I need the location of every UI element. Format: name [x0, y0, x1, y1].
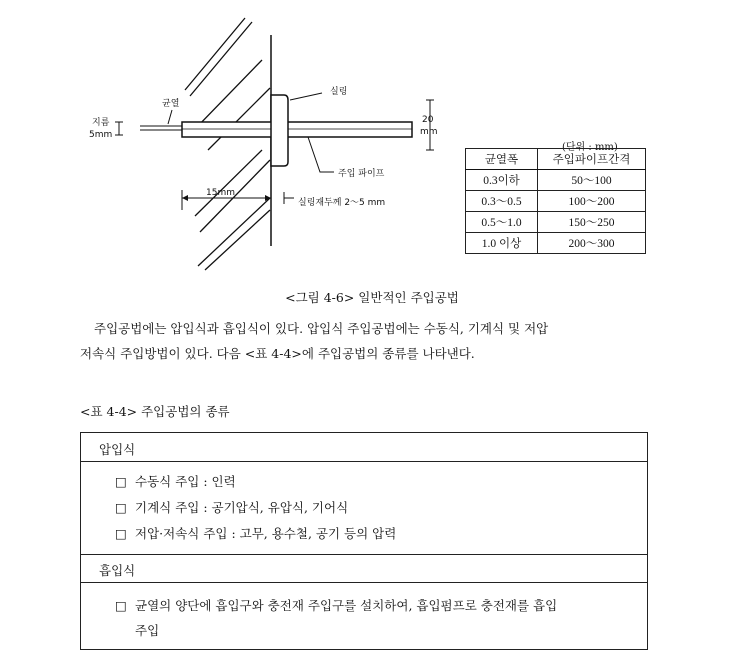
section-header-pressure: 압입식 — [99, 442, 136, 457]
checkbox-square-icon: □ — [115, 526, 127, 541]
section-header-suction: 흡입식 — [99, 563, 136, 578]
spec-table-unit: (단위 : mm) — [562, 142, 618, 153]
sealing-shape — [271, 95, 288, 166]
label-width: 지름 — [92, 118, 110, 128]
table-row — [466, 233, 646, 254]
cell-pipe-interval: 100～200 — [538, 191, 646, 212]
list-item-continuation: 주입 — [135, 623, 160, 638]
label-length: 15mm — [206, 188, 235, 198]
figure-caption: <그림 4-6> 일반적인 주입공법 — [285, 290, 459, 305]
list-item: □ 수동식 주입 : 인력 — [115, 469, 635, 494]
cell-pipe-interval: 200～300 — [538, 233, 646, 254]
divider — [81, 461, 647, 462]
body-paragraph — [80, 316, 660, 366]
label-height-unit: mm — [420, 127, 438, 137]
cell-crack-width: 0.3이하 — [466, 170, 538, 191]
divider — [81, 582, 647, 583]
list-item: □ 균열의 양단에 흡입구와 충전재 주입구를 설치하여, 흡입펌프로 충전재를 흡입 주입 — [115, 593, 635, 643]
cell-pipe-interval: 50～100 — [538, 170, 646, 191]
spec-table — [465, 148, 646, 254]
cell-crack-width: 1.0 이상 — [466, 233, 538, 254]
label-width-value: 5mm — [89, 130, 113, 140]
list-item: □ 기계식 주입 : 공기압식, 유압식, 기어식 — [115, 495, 635, 520]
label-crack: 균열 — [162, 99, 180, 109]
cell-pipe-interval: 150～250 — [538, 212, 646, 233]
checkbox-square-icon: □ — [115, 500, 127, 515]
wall-hatching — [185, 18, 270, 270]
table-row — [466, 212, 646, 233]
header-crack-width: 균열폭 — [466, 149, 538, 170]
method-table — [80, 432, 648, 650]
checkbox-square-icon: □ — [115, 474, 127, 489]
table-row — [466, 191, 646, 212]
label-seal-thickness: 실링재두께 2～5 mm — [298, 198, 386, 208]
table-title: <표 4-4> 주입공법의 종류 — [80, 404, 230, 419]
checkbox-square-icon: □ — [115, 598, 127, 613]
label-injection-pipe: 주입 파이프 — [338, 169, 385, 179]
paragraph-line-2: 저속식 주입방법이 있다. 다음 <표 4-4>에 주입공법의 종류를 나타낸다. — [80, 346, 475, 361]
paragraph-line-1: 주입공법에는 압입식과 흡입식이 있다. 압입식 주입공법에는 수동식, 기계식 및 저압 — [94, 321, 549, 336]
cell-crack-width: 0.3～0.5 — [466, 191, 538, 212]
injection-pipe-shape — [182, 122, 412, 137]
label-sealing: 실링 — [330, 87, 348, 97]
cell-crack-width: 0.5～1.0 — [466, 212, 538, 233]
list-item: □ 저압·저속식 주입 : 고무, 용수철, 공기 등의 압력 — [115, 521, 635, 546]
table-row — [466, 170, 646, 191]
table-header-row — [466, 149, 646, 170]
label-height-value: 20 — [422, 115, 434, 125]
header-pipe-interval: 주입파이프간격 — [538, 149, 646, 170]
